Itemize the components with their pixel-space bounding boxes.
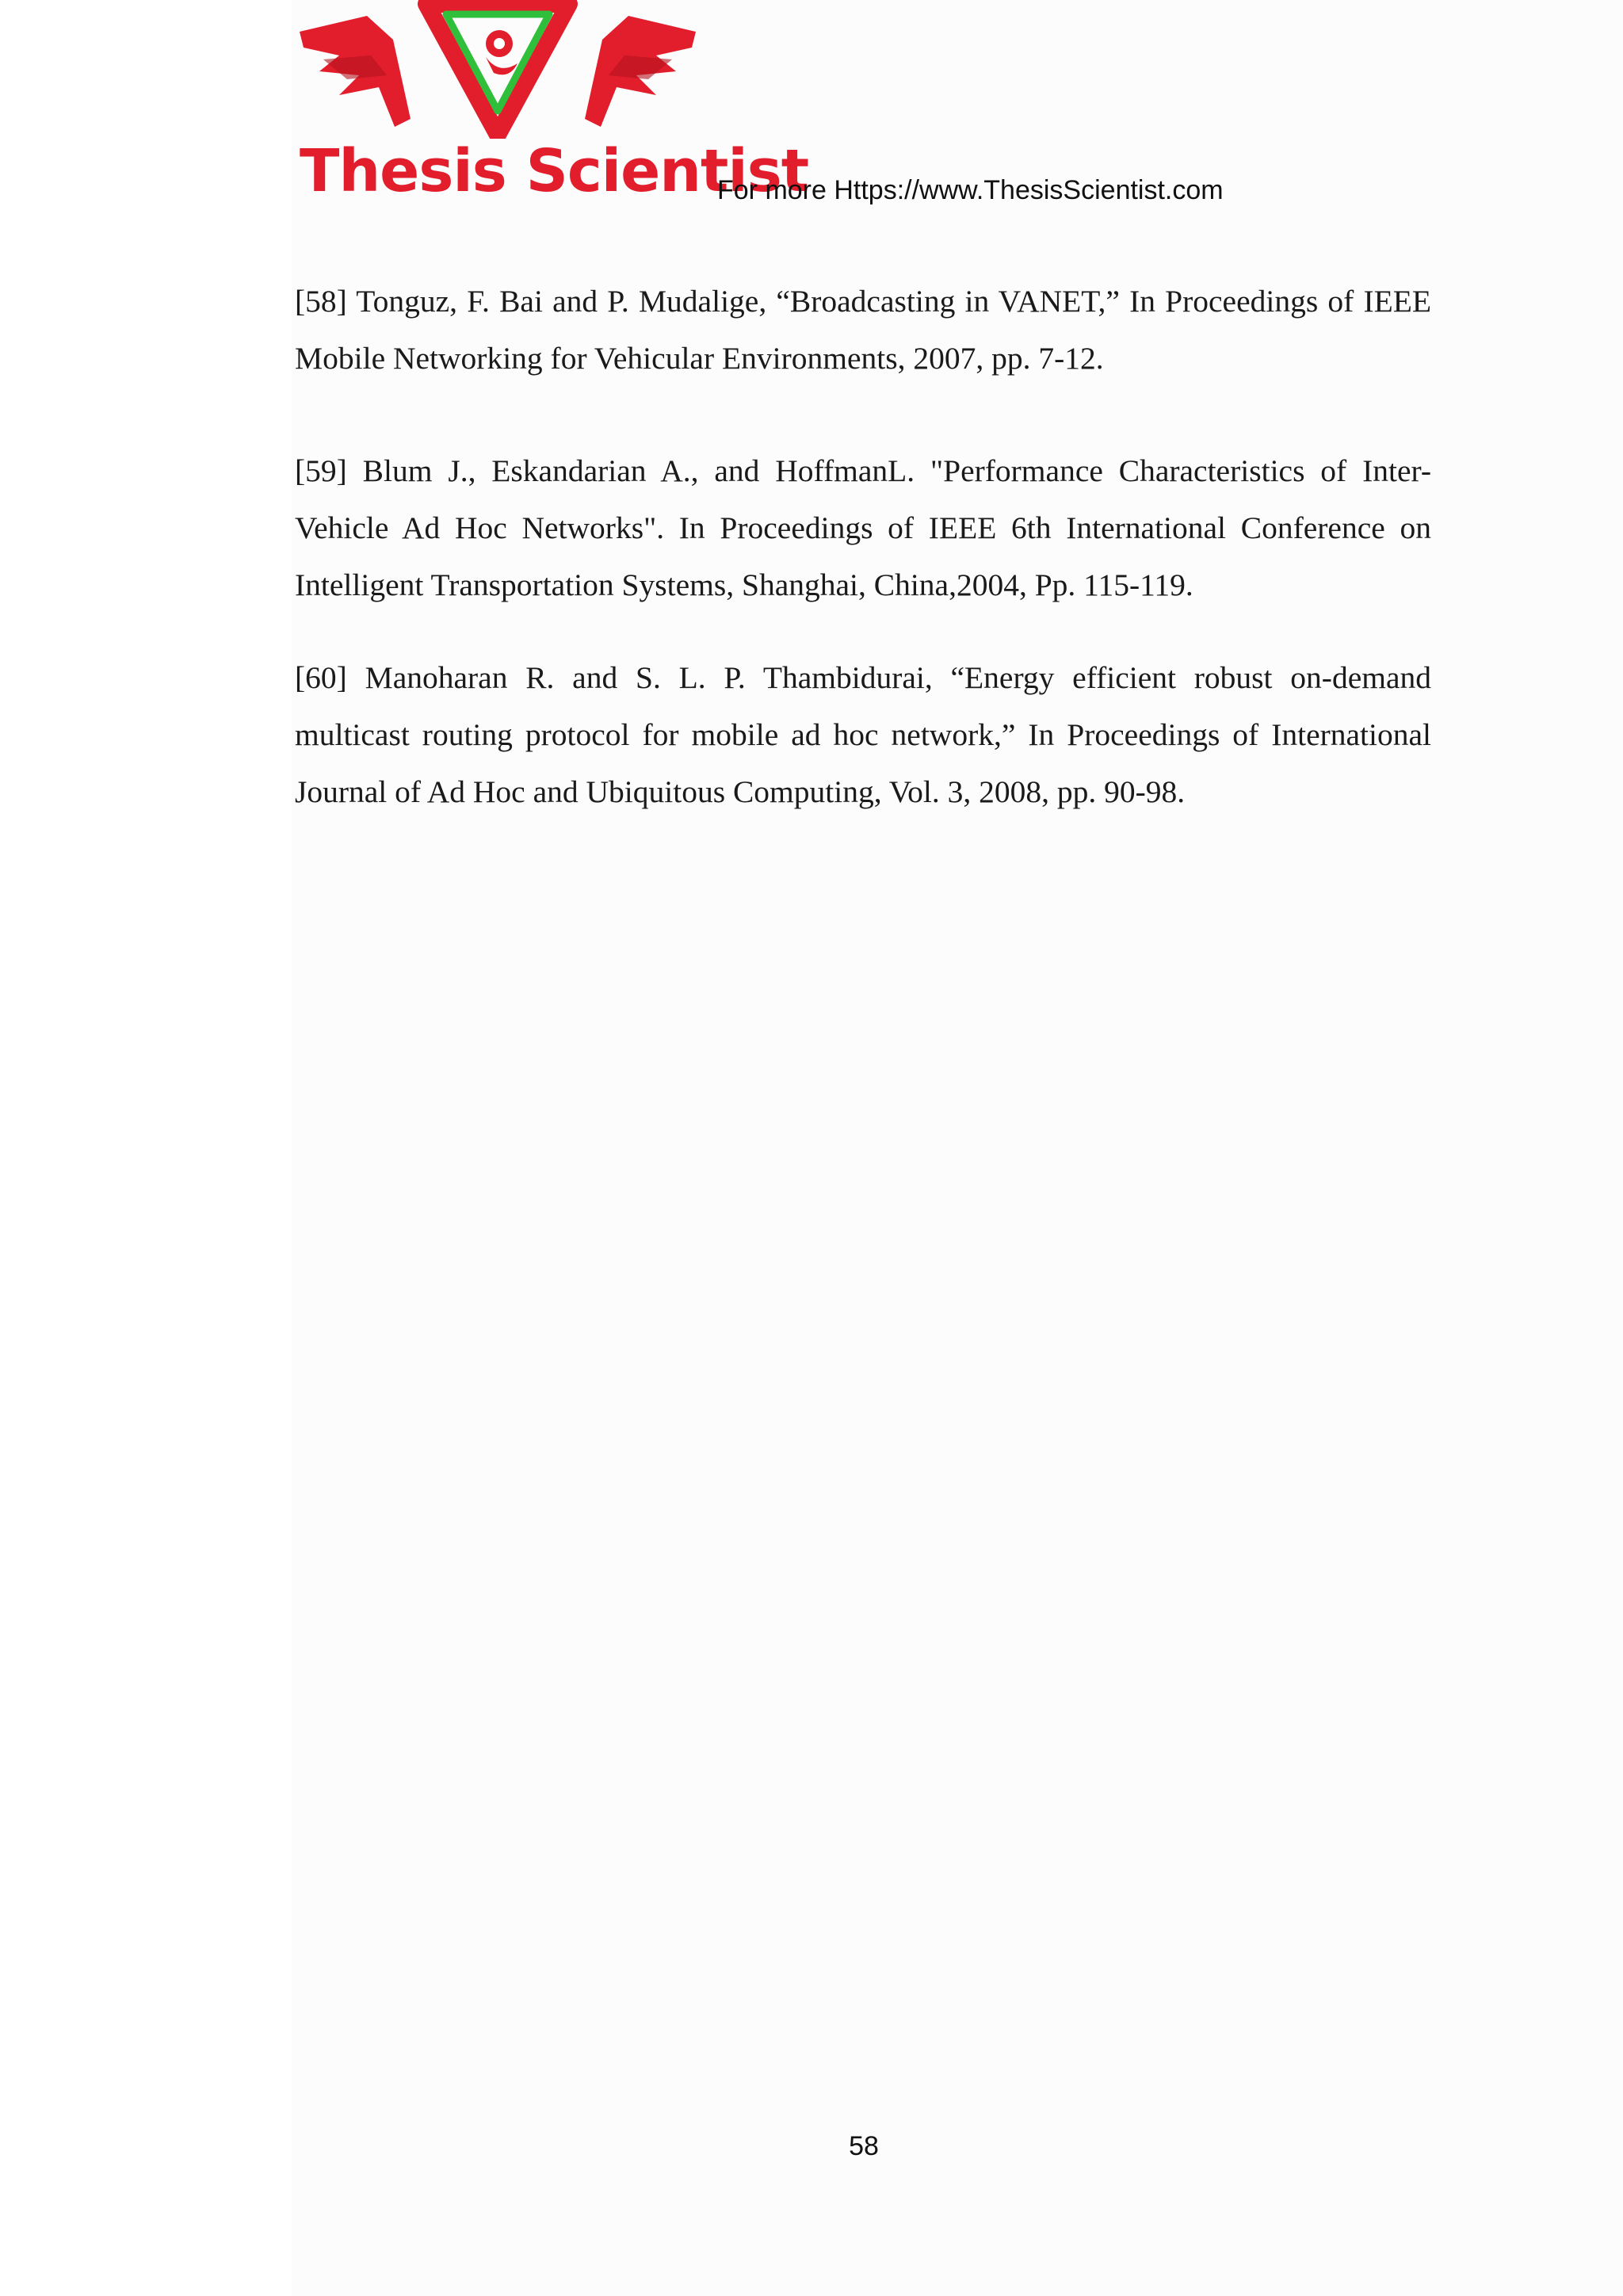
reference-59: [59] Blum J., Eskandarian A., and HoffmanL. "Performance Characteristics of Inter-Vehicle Ad Hoc Networks". In Proceedings of IEEE 6th International Conference on Intelligent Transportation Systems, Shanghai, China,2004, Pp. 115-119. [295, 453, 1431, 602]
reference-58: [58] Tonguz, F. Bai and P. Mudalige, “Broadcasting in VANET,” In Proceedings of IEEE Mobile Networking for Vehicular Environments, 2007, pp. 7-12. [295, 284, 1431, 376]
thesis-scientist-logo [292, 0, 809, 214]
page-header [292, 0, 1623, 230]
logo-wordmark: Thesis Scientist [300, 137, 809, 205]
page-number: 58 [849, 2131, 879, 2161]
website-link[interactable]: For more Https://www.ThesisScientist.com [717, 175, 1224, 205]
winged-triangle-logo-icon [292, 0, 704, 139]
reference-list [295, 273, 1431, 820]
reference-60: [60] Manoharan R. and S. L. P. Thambidurai, “Energy efficient robust on-demand multicast routing protocol for mobile ad hoc network,” In Proceedings of International Journal of Ad Hoc and Ubiquitous Computing, Vol. 3, 2008, pp. 90-98. [295, 660, 1431, 809]
